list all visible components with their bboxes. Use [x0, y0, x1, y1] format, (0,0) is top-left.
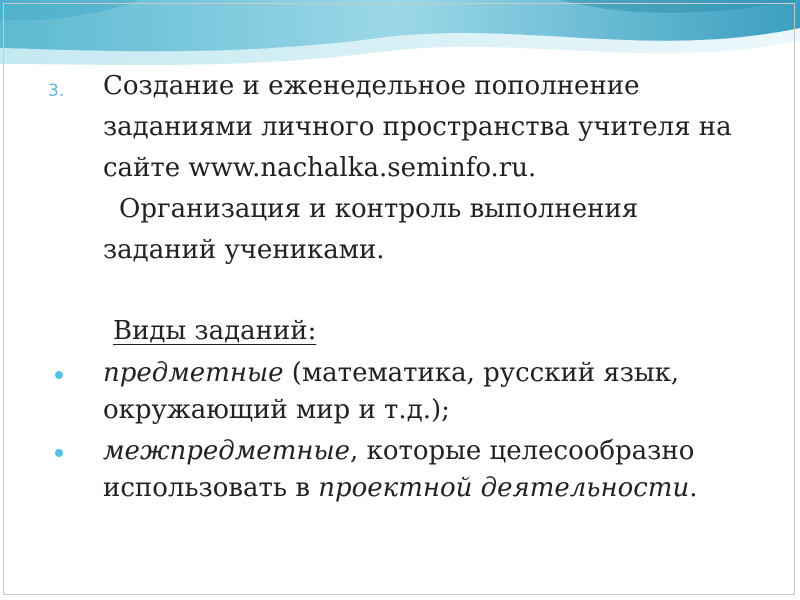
bullet-2-line-2-plain: использовать в: [103, 473, 319, 503]
list-number: 3.: [48, 81, 65, 101]
bullet-2-line-1: [103, 434, 694, 468]
bullet-1-line-2: окружающий мир и т.д.);: [103, 395, 450, 425]
bullet-1-line-1: [103, 356, 679, 390]
bullet-2-line-2-end: .: [689, 473, 698, 503]
item3-line-1: Создание и еженедельное пополнение: [103, 71, 640, 101]
bullet-2-italic: межпредметные: [103, 436, 351, 466]
bullet-1-italic: предметные: [103, 358, 284, 388]
bullet-2-line-2: [103, 471, 697, 505]
bullet-icon: [55, 449, 63, 457]
organization-line-2: заданий учениками.: [103, 235, 385, 265]
organization-line-1: Организация и контроль выполнения: [119, 194, 639, 224]
bullet-1-rest: (математика, русский язык,: [283, 358, 680, 388]
bullet-2-line-2-italic: проектной деятельности: [318, 473, 690, 503]
bullet-2-rest: , которые целесообразно: [350, 436, 695, 466]
item3-line-3: сайте www.nachalka.seminfo.ru.: [103, 153, 537, 183]
bullet-icon: [55, 371, 63, 379]
types-heading: Виды заданий:: [113, 316, 317, 346]
item3-line-2: заданиями личного пространства учителя на: [103, 112, 732, 142]
